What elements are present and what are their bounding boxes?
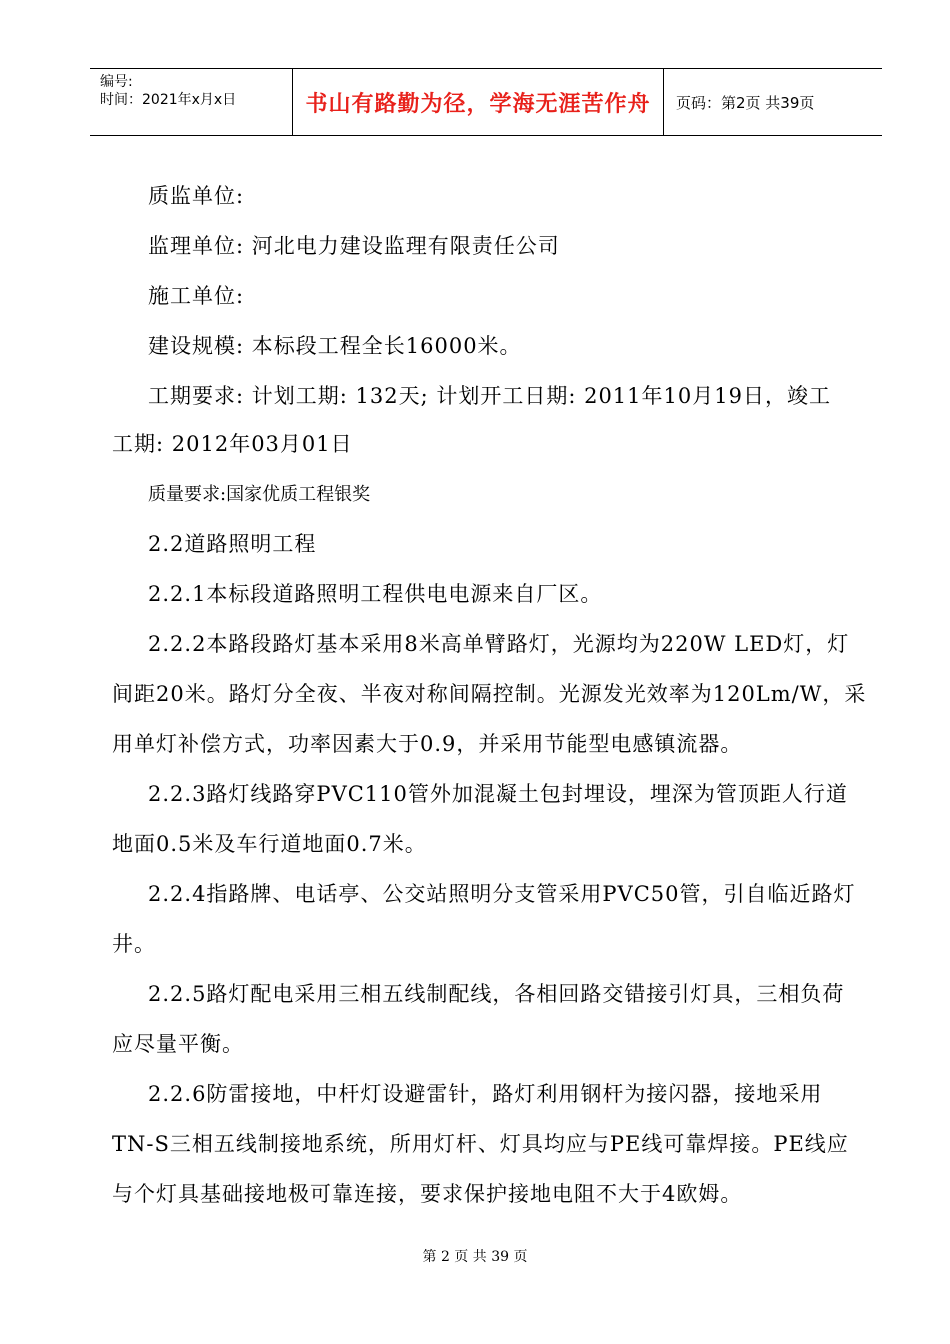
- header-page-info: 页码：第2页 共39页: [676, 93, 815, 112]
- paragraph-2-2-2-line2: 间距20米。路灯分全夜、半夜对称间隔控制。光源发光效率为120Lm/W，采: [112, 682, 867, 706]
- construction-unit: 施工单位:: [148, 284, 245, 308]
- page-header: [90, 68, 882, 136]
- paragraph-2-2-5-line2: 应尽量平衡。: [112, 1032, 244, 1056]
- schedule-requirement: 工期要求: 计划工期: 132天; 计划开工日期: 2011年10月19日，竣工: [148, 384, 831, 408]
- supervision-unit: 监理单位: 河北电力建设监理有限责任公司: [148, 234, 560, 258]
- document-time: 时间：2021年x月x日: [100, 92, 237, 108]
- quality-requirement: 质量要求:国家优质工程银奖: [148, 484, 371, 505]
- paragraph-2-2-6: 2.2.6防雷接地，中杆灯设避雷针，路灯利用钢杆为接闪器，接地采用: [148, 1082, 823, 1106]
- header-motto: 书山有路勤为径，学海无涯苦作舟: [305, 91, 651, 117]
- schedule-requirement-cont: 工期: 2012年03月01日: [112, 432, 353, 456]
- paragraph-2-2-4-line2: 井。: [112, 932, 156, 956]
- paragraph-2-2-2: 2.2.2本路段路灯基本采用8米高单臂路灯，光源均为220W LED灯，灯: [148, 632, 850, 656]
- page-footer: 第 2 页 共 39 页: [422, 1249, 528, 1265]
- section-heading: 2.2道路照明工程: [148, 532, 317, 556]
- document-number-label: 编号:: [100, 74, 133, 90]
- paragraph-2-2-5: 2.2.5路灯配电采用三相五线制配线，各相回路交错接引灯具，三相负荷: [148, 982, 845, 1006]
- paragraph-2-2-3: 2.2.3路灯线路穿PVC110管外加混凝土包封埋设，埋深为管顶距人行道: [148, 782, 848, 806]
- quality-supervision-unit: 质监单位:: [148, 184, 245, 208]
- header-meta: [90, 69, 292, 135]
- paragraph-2-2-3-line2: 地面0.5米及车行道地面0.7米。: [112, 832, 427, 856]
- paragraph-2-2-6-line2: TN-S三相五线制接地系统，所用灯杆、灯具均应与PE线可靠焊接。PE线应: [112, 1132, 849, 1156]
- paragraph-2-2-1: 2.2.1本标段道路照明工程供电电源来自厂区。: [148, 582, 603, 606]
- header-motto-cell: [292, 69, 664, 135]
- paragraph-2-2-2-line3: 用单灯补偿方式，功率因素大于0.9，并采用节能型电感镇流器。: [112, 732, 743, 756]
- construction-scale: 建设规模: 本标段工程全长16000米。: [148, 334, 522, 358]
- paragraph-2-2-4: 2.2.4指路牌、电话亭、公交站照明分支管采用PVC50管，引自临近路灯: [148, 882, 856, 906]
- paragraph-2-2-6-line3: 与个灯具基础接地极可靠连接，要求保护接地电阻不大于4欧姆。: [112, 1182, 743, 1206]
